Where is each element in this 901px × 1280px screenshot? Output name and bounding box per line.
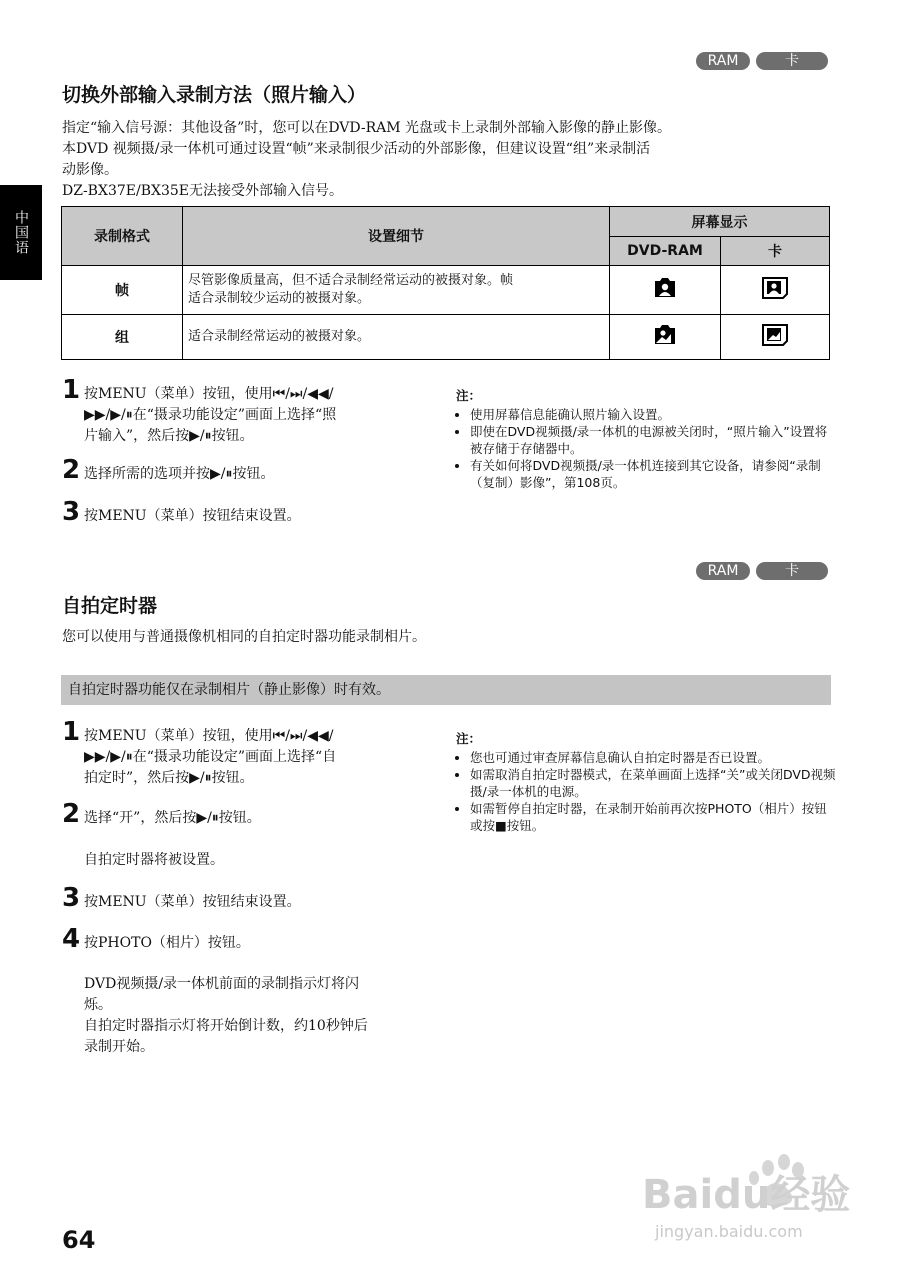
header-display: 屏幕显示 (610, 207, 830, 237)
step-3: 3 按MENU（菜单）按钮结束设置。 (62, 497, 301, 527)
watermark-url: jingyan.baidu.com (655, 1222, 803, 1241)
ram-badge: RAM (696, 562, 750, 580)
section1-intro: 指定“输入信号源：其他设备”时，您可以在DVD-RAM 光盘或卡上录制外部输入影像的静止影像。 本DVD 视频摄/录一体机可通过设置“帧”来录制很少活动的外部影像，但建议设置“组”来录制活 动影像。 DZ-BX37E/BX35E无法接受外部输入信号。 (62, 120, 672, 199)
table-row (62, 266, 830, 315)
header-dvd-ram: DVD-RAM (610, 237, 721, 266)
note-item: • 即使在DVD视频摄/录一体机的电源被关闭时，“照片输入”设置将被存储于存储器中。 (470, 423, 836, 457)
section-title-self-timer: 自拍定时器 (62, 595, 158, 617)
language-tab: 中国语 (0, 185, 42, 280)
step-2: 2 选择“开”，然后按▶/⏸按钮。 (62, 799, 261, 829)
step-4: 4 按PHOTO（相片）按钮。 (62, 924, 250, 954)
header-detail: 设置细节 (183, 207, 610, 266)
media-badges-self-timer (696, 562, 828, 580)
section-title-photo-input: 切换外部输入录制方法（照片输入） (62, 84, 367, 106)
step-2-result: 自拍定时器将被设置。 (84, 852, 224, 868)
step-1: 1 按MENU（菜单）按钮，使用⏮/⏭/◀◀/ ▶▶/▶/⏸在“摄录功能设定”画面上选择“自 拍定时”，然后按▶/⏸按钮。 (62, 717, 337, 786)
recording-format-table (61, 206, 830, 360)
step-4-result: DVD视频摄/录一体机前面的录制指示灯将闪 烁。 自拍定时器指示灯将开始倒计数，约10秒钟后 录制开始。 (84, 976, 368, 1055)
table-row (62, 315, 830, 360)
note-item: • 有关如何将DVD视频摄/录一体机连接到其它设备，请参阅“录制（复制）影像”，第108页。 (470, 457, 836, 491)
self-timer-banner: 自拍定时器功能仅在录制相片（静止影像）时有效。 (61, 675, 831, 705)
format-group: 组 (62, 315, 183, 360)
svg-text:Baidu经验: Baidu经验 (642, 1172, 850, 1218)
detail-group: 适合录制经常运动的被摄对象。 (183, 315, 610, 360)
photo-frame-card-icon (761, 276, 789, 300)
step-1: 1 按MENU（菜单）按钮，使用⏮/⏭/◀◀/ ▶▶/▶/⏸在“摄录功能设定”画面上选择“照 片输入”，然后按▶/⏸按钮。 (62, 375, 337, 444)
card-badge: 卡 (756, 52, 828, 70)
step-3: 3 按MENU（菜单）按钮结束设置。 (62, 883, 301, 913)
page-number: 64 (62, 1226, 96, 1254)
section2-intro: 您可以使用与普通摄像机相同的自拍定时器功能录制相片。 (62, 629, 426, 645)
header-card: 卡 (721, 237, 830, 266)
detail-frame: 尽管影像质量高，但不适合录制经常运动的被摄对象。帧 适合录制较少运动的被摄对象。 (183, 266, 610, 315)
photo-group-ram-icon (652, 324, 678, 346)
note-item: • 如需暂停自拍定时器，在录制开始前再次按PHOTO（相片）按钮或按■按钮。 (470, 800, 836, 834)
notes-self-timer: 注： • 您也可通过审查屏幕信息确认自拍定时器是否已设置。 • 如需取消自拍定时器模式，在菜单画面上选择“关”或关闭DVD视频摄/录一体机的电源。 • 如需暂停自拍定时器，在录制开始前再次按PHOTO（相片）按钮或按■按钮。 (456, 730, 836, 834)
format-frame: 帧 (62, 266, 183, 315)
ram-badge: RAM (696, 52, 750, 70)
note-item: • 使用屏幕信息能确认照片输入设置。 (470, 406, 836, 423)
media-badges-top (696, 52, 828, 70)
note-item: • 如需取消自拍定时器模式，在菜单画面上选择“关”或关闭DVD视频摄/录一体机的电源。 (470, 766, 836, 800)
header-format: 录制格式 (62, 207, 183, 266)
notes-photo-input: 注： • 使用屏幕信息能确认照片输入设置。 • 即使在DVD视频摄/录一体机的电源被关闭时，“照片输入”设置将被存储于存储器中。 • 有关如何将DVD视频摄/录一体机连接到其它设备，请参阅“录制（复制）影像”，第108页。 (456, 387, 836, 491)
photo-frame-ram-icon (652, 277, 678, 299)
step-2: 2 选择所需的选项并按▶/⏸按钮。 (62, 455, 275, 485)
card-badge: 卡 (756, 562, 828, 580)
photo-group-card-icon (761, 323, 789, 347)
note-item: • 您也可通过审查屏幕信息确认自拍定时器是否已设置。 (470, 749, 836, 766)
